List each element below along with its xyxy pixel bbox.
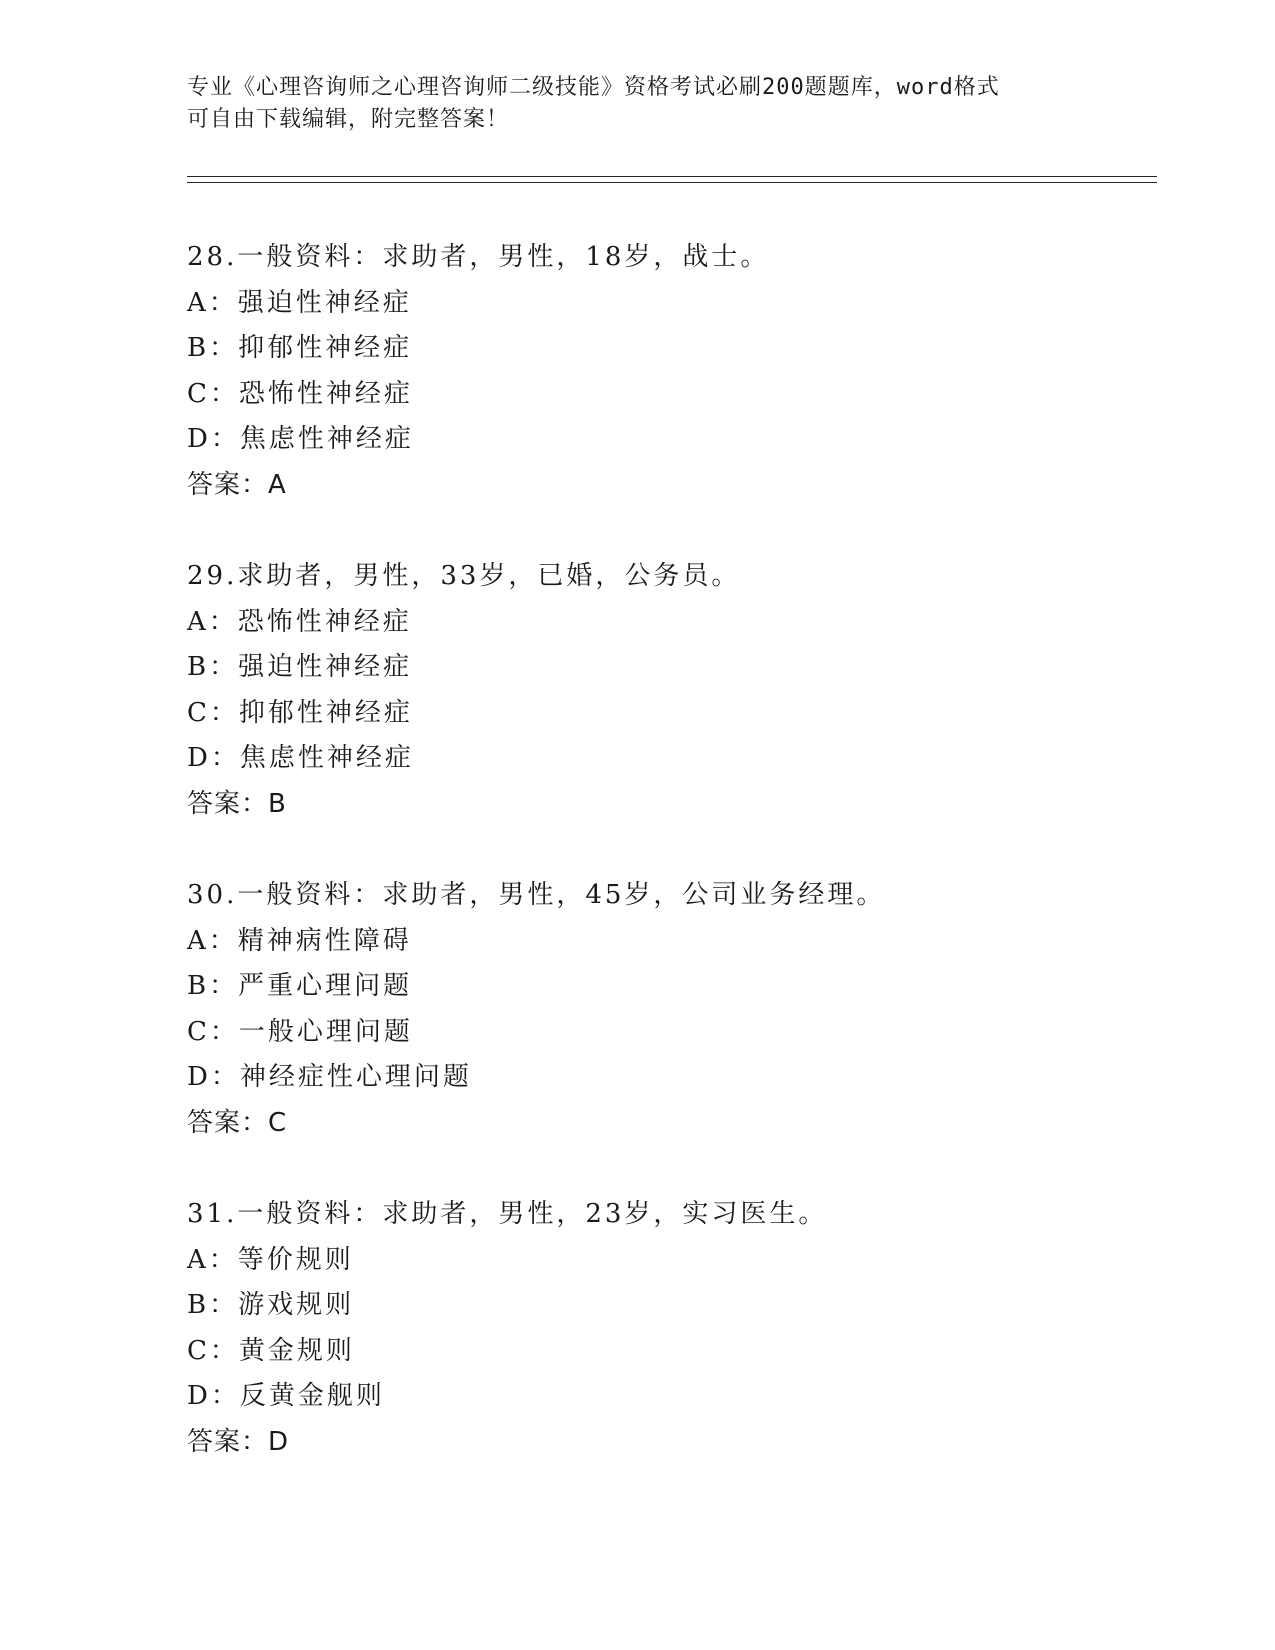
question-stem: 29.求助者，男性，33岁，已婚，公务员。 — [187, 561, 741, 591]
option-a: A：恐怖性神经症 — [187, 606, 412, 637]
option-c: C：黄金规则 — [187, 1335, 355, 1366]
question-28 — [187, 235, 1137, 508]
option-d: D：神经症性心理问题 — [187, 1062, 472, 1092]
header-line-1: 专业《心理咨询师之心理咨询师二级技能》资格考试必刷200题题库，word格式 — [187, 75, 1000, 100]
question-stem: 30.一般资料：求助者，男性，45岁，公司业务经理。 — [187, 880, 886, 910]
header-divider-bottom — [187, 182, 1157, 183]
question-stem: 31.一般资料：求助者，男性，23岁，实习医生。 — [187, 1199, 828, 1229]
question-30 — [187, 873, 1137, 1146]
answer-line: 答案：B — [187, 788, 287, 819]
answer-line: 答案：A — [187, 469, 287, 500]
document-header — [187, 72, 1067, 136]
option-c: C：恐怖性神经症 — [187, 378, 413, 409]
option-b: B：游戏规则 — [187, 1290, 355, 1320]
option-a: A：精神病性障碍 — [187, 925, 412, 956]
option-c: C：一般心理问题 — [187, 1016, 413, 1047]
option-a: A：强迫性神经症 — [187, 287, 412, 318]
answer-line: 答案：C — [187, 1107, 288, 1138]
option-c: C：抑郁性神经症 — [187, 697, 413, 728]
question-stem: 28.一般资料：求助者，男性，18岁，战士。 — [187, 242, 770, 272]
header-divider-top — [187, 176, 1157, 177]
answer-line: 答案：D — [187, 1426, 290, 1457]
header-line-2: 可自由下载编辑，附完整答案！ — [187, 107, 510, 132]
option-b: B：强迫性神经症 — [187, 652, 413, 682]
option-b: B：严重心理问题 — [187, 971, 413, 1001]
question-29 — [187, 554, 1137, 827]
option-d: D：反黄金舰则 — [187, 1381, 385, 1411]
option-d: D：焦虑性神经症 — [187, 743, 414, 773]
option-d: D：焦虑性神经症 — [187, 424, 414, 454]
option-b: B：抑郁性神经症 — [187, 333, 413, 363]
question-31 — [187, 1192, 1137, 1465]
option-a: A：等价规则 — [187, 1244, 354, 1275]
